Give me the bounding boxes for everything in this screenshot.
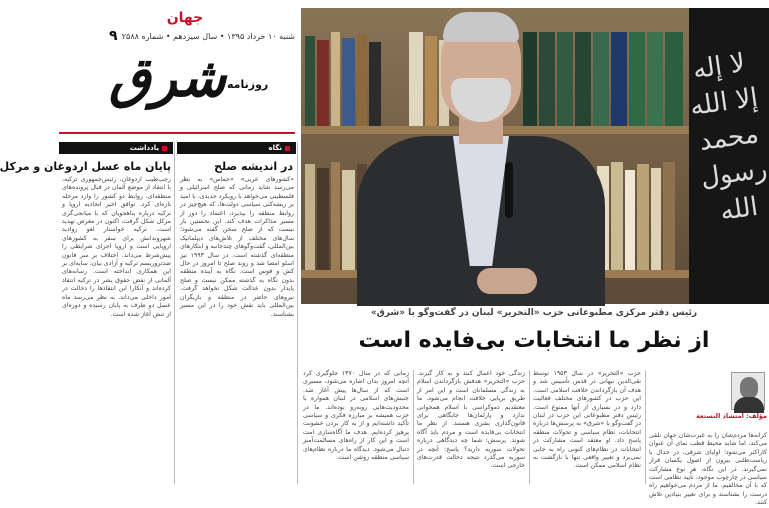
column-header-right: نگاه: [177, 142, 296, 154]
column-title-right: در اندیشه صلح: [214, 160, 293, 173]
newspaper-logo: [109, 45, 289, 122]
author-name: مؤلف: امتشاد النستعة: [696, 412, 767, 420]
section-name: جهان: [166, 10, 204, 26]
column-divider: [413, 370, 414, 484]
author-photo: [731, 372, 765, 410]
masthead-rule: [59, 132, 295, 134]
banner-text: لا إله إلا الله محمد رسول الله: [688, 48, 769, 227]
article-column-3: زندگی خود اعمال کنند و به کار گیرند. حزب «التحریر» هدفش بازگرداندن اسلام به زندگی مسلمانان است و این امر از طریق برپایی خلافت انجام می‌شود. ما معتقدیم دموکراسی با اسلام همخوانی ندارد و پارلمان‌ها جایگاهی برای قانون‌گذاری بشری هستند. از نظر ما انتخابات بی‌فایده است و مردم باید آگاه شوند. پرسش: شما چه دیدگاهی درباره تحولات سوریه دارید؟ پاسخ: آنچه در سوریه می‌گذرد نتیجه دخالت قدرت‌های خارجی است.: [417, 370, 525, 470]
bullet-icon: [162, 146, 167, 151]
issue-line: شنبه ۱۰ خرداد ۱۳۹۵ • سال سیزدهم • شماره ۲۵۸۸: [121, 32, 295, 41]
article-column-1: کرانه‌ها مردم‌شان را به غیرت‌شان جهان تلقی می‌کند، اما شاید محیط قطب نمای آن عنوان کاراکتر می‌شود؛ اولیای شرقی، در جدال با ریاست‌طلبی بیرون از اصول یکسان قرار نمی‌گیرند. در این نگاه، هر نوع مشارکت سیاسی در چارچوب موجود، تأیید نظامی است که با آن مخالفیم. ما از مردم می‌خواهیم راه درست را بشناسند و برای تغییر بنیادین تلاش کنند.: [649, 432, 767, 507]
flag-banner: [689, 8, 769, 304]
column-header-left: یادداشت: [59, 142, 173, 154]
interview-photo: [301, 8, 769, 304]
column-body-right: «کشورهای عربی» «حماس» به نظر می‌رسد شاید زمانی که صلح اسرائیلی و فلسطینی می‌خواهد با رویکرد جدیدی، با امید بر ریشه‌کنی سیاسی دولت‌ها، که هیچ‌چیز در روابط منطقه را بپذیرد، اعتماد را دور از مسیر مذاکرات هدف کند. این نخستین بار نیست که از صلح سخن گفته می‌شود؛ سال‌های مختلف از تلاش‌های دیپلماتیک بین‌المللی، گفت‌وگوهای چندجانبه و ابتکارهای منطقه‌ای گذشته است. در سال ۱۹۹۳ نیز اسلو امضا شد و روند صلح تا امروز در حال کش و قوس است. نگاه به آینده منطقه بدون نگاه به گذشته ممکن نیست و صلح پایدار بدون عدالت شکل نخواهد گرفت. نیروهای حاضر در منطقه و بازیگران بین‌المللی باید نقش خود را در این مسیر بشناسند.: [179, 176, 294, 318]
bullet-icon: [285, 146, 290, 151]
page-number: ۹: [109, 28, 118, 44]
logo-sub: روزنامه: [227, 78, 269, 91]
column-title-left: پایان ماه عسل اردوغان و مرکل: [0, 160, 171, 173]
microphone-icon: [505, 162, 513, 218]
author-box: [696, 372, 767, 422]
article-headline: از نظر ما انتخابات بی‌فایده است: [358, 328, 710, 353]
column-divider: [645, 370, 646, 484]
column-body-left: رجب‌طیب اردوغان، رئیس‌جمهوری ترکیه، با انتقاد از موضع آلمان در قبال پرونده‌های منطقه‌ای، روابط دو کشور را وارد مرحله تازه‌ای کرد. توافق اخیر اتحادیه اروپا و ترکیه درباره پناهجویان که با میانجی‌گری مرکل شکل گرفت، اکنون در معرض تهدید است. ترکیه خواستار لغو روادید شهروندانش برای سفر به کشورهای اروپایی است و اروپا اجرای شرایطی را پیش‌شرط می‌داند. اختلاف بر سر قانون ضدتروریسم ترکیه و آزادی بیان، سایه‌ای بر این همکاری انداخته است. رسانه‌های آلمانی از نقض حقوق بشر در ترکیه انتقاد کرده‌اند و آنکارا این انتقادها را دخالت در امور داخلی می‌داند. به نظر می‌رسد ماه عسل دو طرف به پایان رسیده و دوره‌ای از تنش آغاز شده است.: [62, 176, 171, 318]
article-kicker: رئیس دفتر مرکزی مطبوعاتی حزب «التحریر» لبنان در گفت‌وگو با «شرق»: [370, 308, 698, 318]
article-column-2: حزب «التحریر» در سال ۱۹۵۳ توسط تقی‌الدین نبهانی در قدس تأسیس شد و هدف آن بازگرداندن خلافت اسلامی است. این حزب در کشورهای مختلف فعالیت دارد و در بسیاری از آنها ممنوع است. رئیس دفتر مطبوعاتی این حزب در لبنان در گفت‌وگو با «شرق» به پرسش‌ها درباره انتخابات، نظام سیاسی و تحولات منطقه پاسخ داد. او معتقد است مشارکت در انتخابات در نظام‌های کنونی راه به جایی نمی‌برد و تغییر واقعی تنها با بازگشت به نظام اسلامی ممکن است.: [533, 370, 641, 470]
masthead: [59, 0, 295, 142]
column-divider: [529, 370, 530, 484]
logo-main: شرق: [109, 45, 226, 109]
column-divider: [174, 142, 175, 484]
column-divider: [297, 142, 298, 484]
article-column-4: زمانی که در سال ۱۳۷۰ جلوگیری کرد آنچه امروز بدان اشاره می‌شود، مسیری است که از سال‌ها پیش آغاز شد. جنبش‌های اسلامی در لبنان همواره با محدودیت‌هایی روبه‌رو بوده‌اند. ما در حزب همیشه بر مبارزه فکری و سیاسی تأکید داشته‌ایم و از به کار بردن خشونت پرهیز کرده‌ایم. هدف ما آگاه‌سازی امت است و این کار از راه‌های مسالمت‌آمیز دنبال می‌شود. دیدگاه ما درباره نظام‌های سیاسی منطقه روشن است.: [303, 370, 409, 462]
